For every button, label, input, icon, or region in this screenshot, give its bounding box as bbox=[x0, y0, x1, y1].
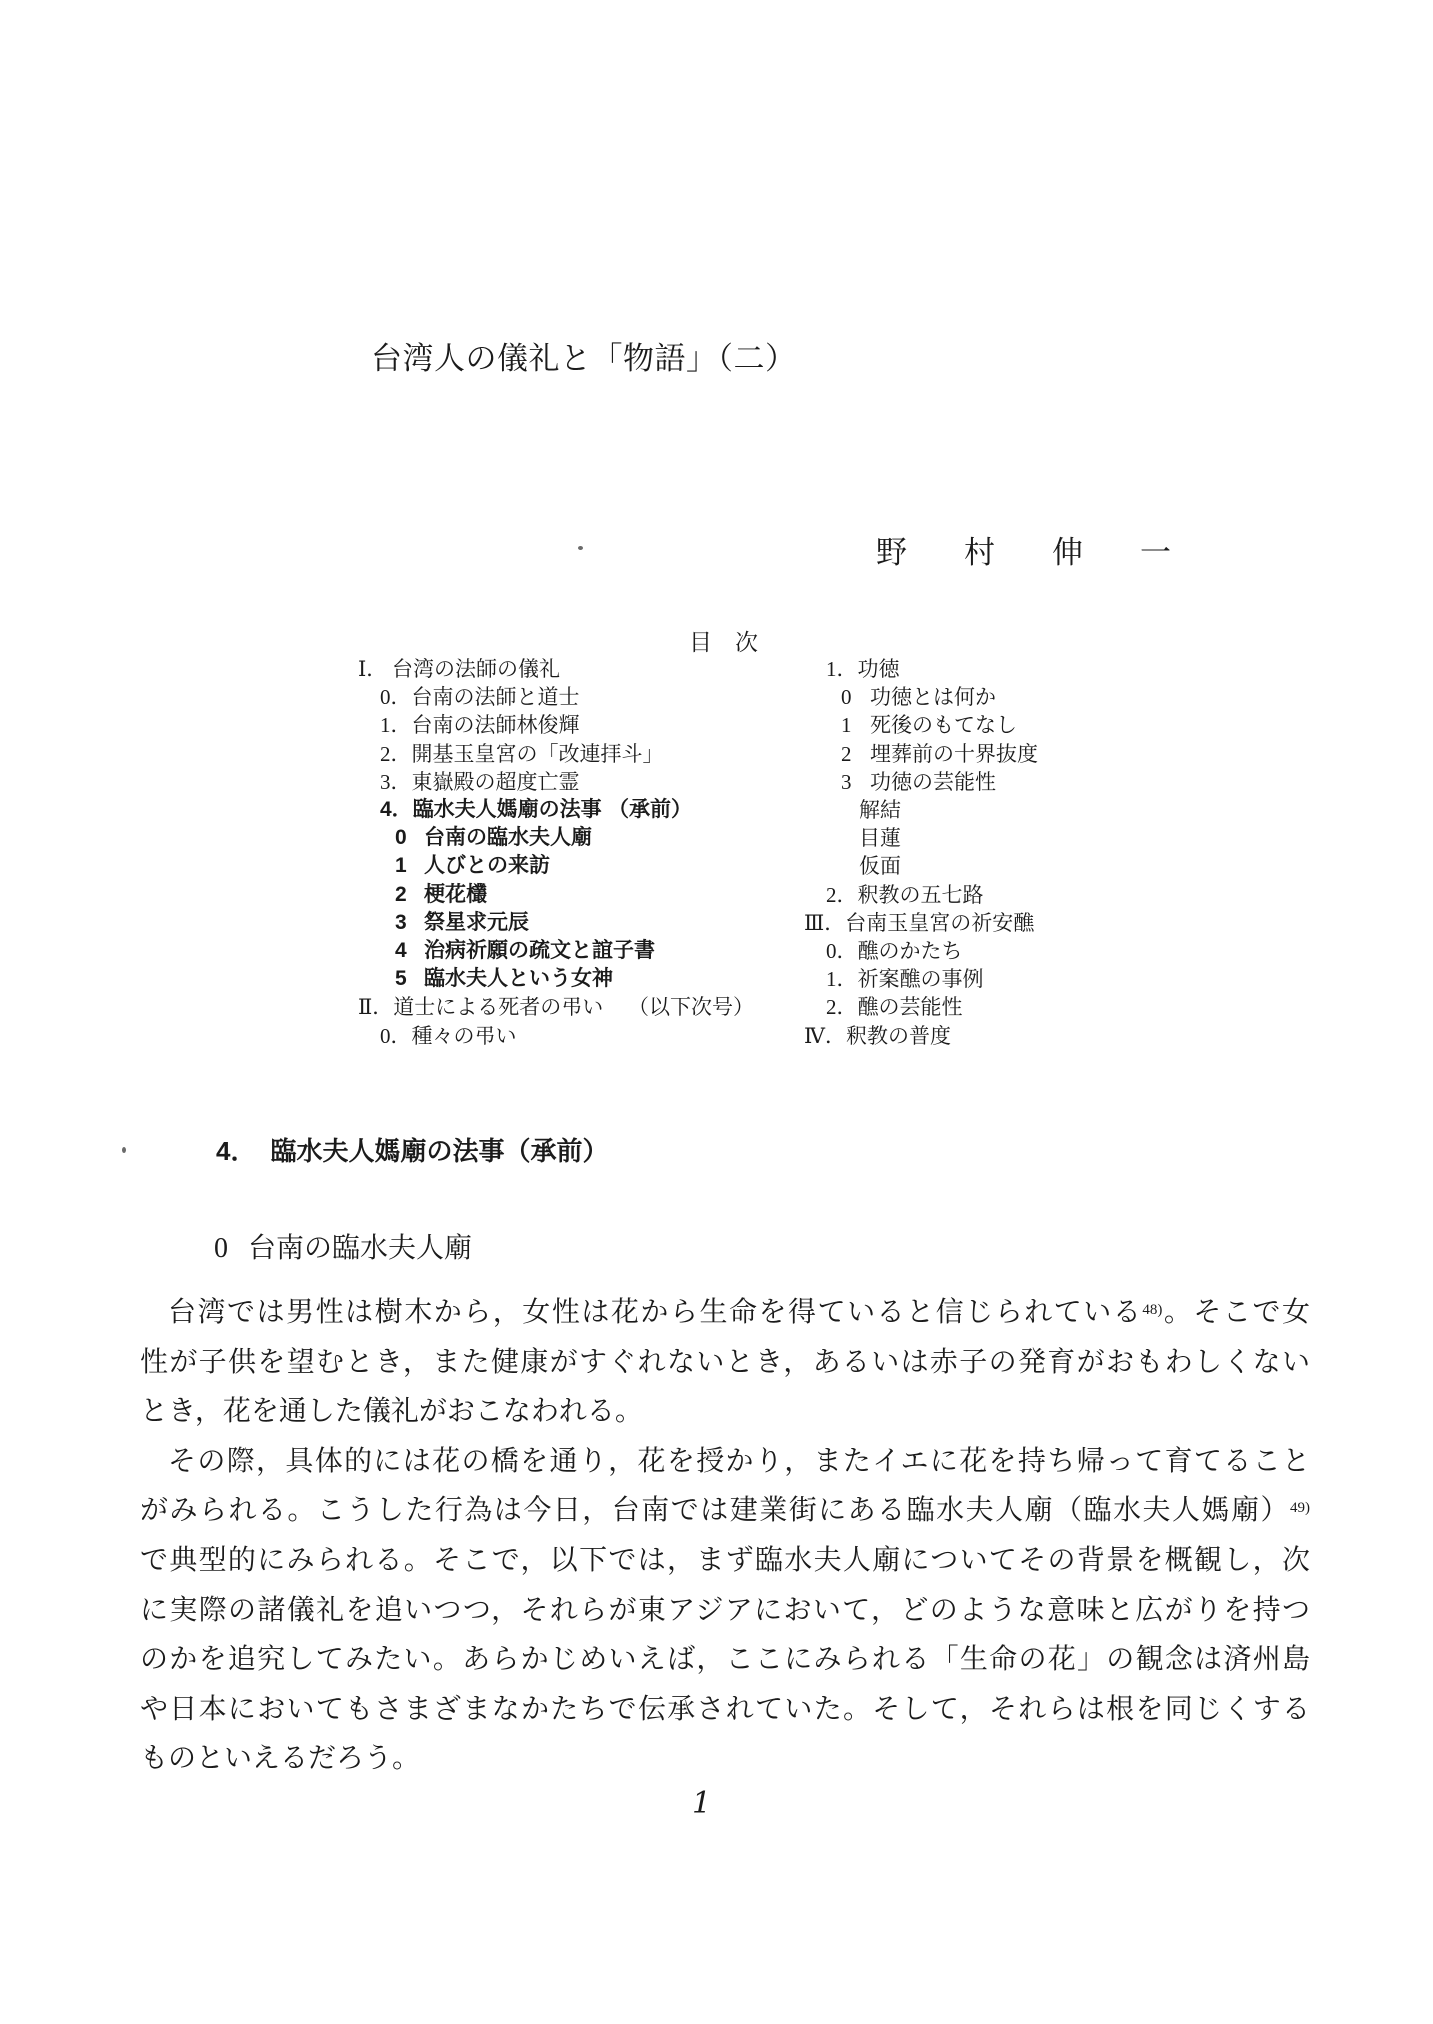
footnote-marker: 49) bbox=[1290, 1500, 1310, 1517]
toc-item-number: 0． bbox=[380, 1023, 412, 1048]
toc-item bbox=[358, 852, 788, 880]
toc-item bbox=[804, 909, 1224, 937]
toc-item-note: （承前） bbox=[608, 798, 692, 822]
toc-item-number: Ⅳ． bbox=[804, 1023, 846, 1048]
body-line-text: がみられる。こうした行為は今日，台南では建業街にある臨水夫人廟（臨水夫人媽廟） bbox=[140, 1495, 1290, 1527]
toc-item bbox=[804, 937, 1224, 965]
body-line-text: で典型的にみられる。そこで，以下では，まず臨水夫人廟についてその背景を概観し，次 bbox=[140, 1544, 1310, 1576]
toc-item-number: Ⅱ． bbox=[358, 995, 394, 1020]
toc-item-note: （以下次号） bbox=[628, 995, 754, 1020]
toc-item bbox=[358, 655, 788, 683]
body-line bbox=[140, 1635, 1310, 1685]
body-line bbox=[140, 1288, 1310, 1338]
toc-item-number: Ⅲ． bbox=[804, 910, 846, 935]
toc-item bbox=[358, 711, 788, 739]
toc-item-label: 台南の臨水夫人廟 bbox=[424, 826, 592, 850]
body-line bbox=[140, 1338, 1310, 1388]
toc-item-label: 目蓮 bbox=[859, 826, 901, 851]
toc-item-label: 梗花欉 bbox=[424, 882, 487, 906]
toc-item bbox=[804, 965, 1224, 993]
toc-item bbox=[358, 796, 788, 824]
toc-item-label: 功徳とは何か bbox=[870, 685, 996, 710]
toc-item bbox=[358, 881, 788, 909]
toc-item-label: 醮のかたち bbox=[857, 939, 963, 964]
toc-item-number: 5 bbox=[395, 967, 407, 991]
toc-item-label: 臨水夫人という女神 bbox=[424, 967, 613, 991]
toc-item bbox=[358, 768, 788, 796]
section-number: 4． bbox=[216, 1136, 257, 1166]
section-heading bbox=[216, 1131, 608, 1168]
section-title: 臨水夫人媽廟の法事（承前） bbox=[270, 1136, 609, 1166]
toc-item-number: 0 bbox=[395, 826, 407, 850]
toc-item bbox=[804, 711, 1224, 739]
toc-item bbox=[804, 993, 1224, 1021]
scan-speck bbox=[122, 1147, 126, 1153]
toc-item-label: 臨水夫人媽廟の法事 bbox=[412, 798, 602, 822]
toc-item bbox=[358, 937, 788, 965]
toc-item-number: 3 bbox=[841, 769, 852, 794]
toc-item-label: 埋葬前の十界抜度 bbox=[870, 741, 1038, 766]
page-number: 1 bbox=[692, 1786, 712, 1821]
toc-item bbox=[804, 740, 1224, 768]
subsection-number: 0 bbox=[214, 1233, 228, 1264]
toc-item-number: 1 bbox=[841, 713, 852, 738]
toc-item-label: 釈教の五七路 bbox=[857, 882, 984, 907]
toc-item bbox=[358, 965, 788, 993]
toc-heading: 目 次 bbox=[689, 630, 758, 655]
toc-item-label: 台湾の法師の儀礼 bbox=[392, 657, 560, 681]
toc-item-label: 醮の芸能性 bbox=[857, 995, 963, 1020]
toc-right-column bbox=[804, 655, 1224, 1050]
toc-item bbox=[358, 1022, 788, 1050]
toc-item-number: 0． bbox=[826, 939, 858, 964]
toc-item bbox=[804, 796, 1224, 824]
toc-item bbox=[358, 824, 788, 852]
subsection-title: 台南の臨水夫人廟 bbox=[248, 1233, 473, 1264]
toc-item-label: 台南玉皇宮の祈安醮 bbox=[845, 910, 1035, 935]
toc-item-number: Ⅰ． bbox=[358, 657, 388, 681]
author-name: 野 村 伸 一 bbox=[876, 535, 1184, 570]
body-line-text: や日本においてもさまざまなかたちで伝承されていた。そして，それらは根を同じくする bbox=[140, 1693, 1310, 1725]
toc-item-label: 開基玉皇宮の「改連拝斗」 bbox=[411, 741, 664, 766]
toc-item bbox=[358, 993, 788, 1021]
toc-item-number: 4 bbox=[395, 939, 407, 963]
toc-item-label: 道士による死者の弔い bbox=[393, 995, 604, 1020]
body-line-text: に実際の諸儀礼を追いつつ，それらが東アジアにおいて，どのような意味と広がりを持つ bbox=[140, 1594, 1310, 1626]
body-line bbox=[140, 1586, 1310, 1636]
toc-item-label: 東嶽殿の超度亡霊 bbox=[411, 769, 580, 794]
toc-item bbox=[804, 768, 1224, 796]
toc-item-number: 1． bbox=[380, 713, 412, 738]
toc-item-label: 祈案醮の事例 bbox=[857, 967, 984, 992]
toc-item bbox=[358, 740, 788, 768]
toc-item bbox=[358, 683, 788, 711]
toc-item bbox=[804, 881, 1224, 909]
toc-item-number: 1． bbox=[826, 657, 858, 681]
toc-item-number: 2． bbox=[826, 995, 858, 1020]
toc-item-label: 治病祈願の疏文と誼子書 bbox=[424, 939, 655, 963]
toc-item-number: 4． bbox=[380, 798, 413, 822]
toc-item-number: 3 bbox=[395, 910, 407, 934]
toc-item-label: 功徳の芸能性 bbox=[870, 769, 996, 794]
toc-item-number: 2． bbox=[826, 882, 858, 907]
footnote-marker: 48) bbox=[1142, 1302, 1163, 1318]
toc-item-number: 0 bbox=[841, 685, 852, 710]
body-line bbox=[140, 1387, 1310, 1437]
toc-item bbox=[804, 655, 1224, 683]
toc-item-number: 1 bbox=[395, 854, 407, 878]
body-line-text: 。そこで女 bbox=[1162, 1297, 1310, 1328]
toc-item-label: 死後のもてなし bbox=[870, 713, 1017, 738]
toc-item-number: 3． bbox=[380, 769, 412, 794]
body-line-text: 性が子供を望むとき，また健康がすぐれないとき，あるいは赤子の発育がおもわしくない bbox=[140, 1346, 1310, 1378]
toc-item-number: 2 bbox=[395, 882, 407, 906]
body-line-text: ものといえるだろう。 bbox=[140, 1743, 421, 1775]
toc-item bbox=[804, 1022, 1224, 1050]
toc-item bbox=[804, 852, 1224, 880]
body-line-text: その際，具体的には花の橋を通り，花を授かり，またイエに花を持ち帰って育てること bbox=[168, 1445, 1310, 1477]
toc-item-number: 0． bbox=[380, 685, 412, 710]
body-line bbox=[140, 1536, 1310, 1586]
toc-item-number: 2 bbox=[841, 741, 852, 766]
body-line bbox=[140, 1685, 1310, 1735]
page-title: 台湾人の儀礼と「物語」（二） bbox=[371, 341, 797, 376]
toc-item-number: 2． bbox=[380, 741, 412, 766]
toc-item-label: 解結 bbox=[859, 798, 901, 823]
toc-item bbox=[358, 909, 788, 937]
body-line-text: とき，花を通した儀礼がおこなわれる。 bbox=[140, 1396, 643, 1428]
toc-item bbox=[804, 683, 1224, 711]
toc-item-label: 仮面 bbox=[859, 854, 901, 879]
toc-item-label: 功徳 bbox=[857, 657, 900, 681]
subsection-heading bbox=[214, 1226, 472, 1266]
toc-item-label: 人びとの来訪 bbox=[424, 854, 550, 878]
body-line bbox=[140, 1437, 1310, 1487]
toc-item-number: 1． bbox=[826, 967, 858, 992]
body-text bbox=[140, 1288, 1310, 1784]
toc-item-label: 台南の法師林俊輝 bbox=[411, 713, 580, 738]
toc-item-label: 種々の弔い bbox=[411, 1023, 517, 1048]
toc-item bbox=[804, 824, 1224, 852]
body-line-text: 台湾では男性は樹木から，女性は花から生命を得ていると信じられている bbox=[168, 1297, 1143, 1328]
body-line bbox=[140, 1486, 1310, 1536]
toc-left-column bbox=[358, 655, 788, 1050]
toc-item-label: 台南の法師と道士 bbox=[411, 685, 580, 710]
scan-speck bbox=[578, 546, 583, 550]
body-line bbox=[140, 1734, 1310, 1784]
toc-item-label: 釈教の普度 bbox=[845, 1023, 951, 1048]
toc-item-label: 祭星求元辰 bbox=[424, 910, 529, 934]
body-line-text: のかを追究してみたい。あらかじめいえば，ここにみられる「生命の花」の観念は済州島 bbox=[140, 1644, 1310, 1676]
